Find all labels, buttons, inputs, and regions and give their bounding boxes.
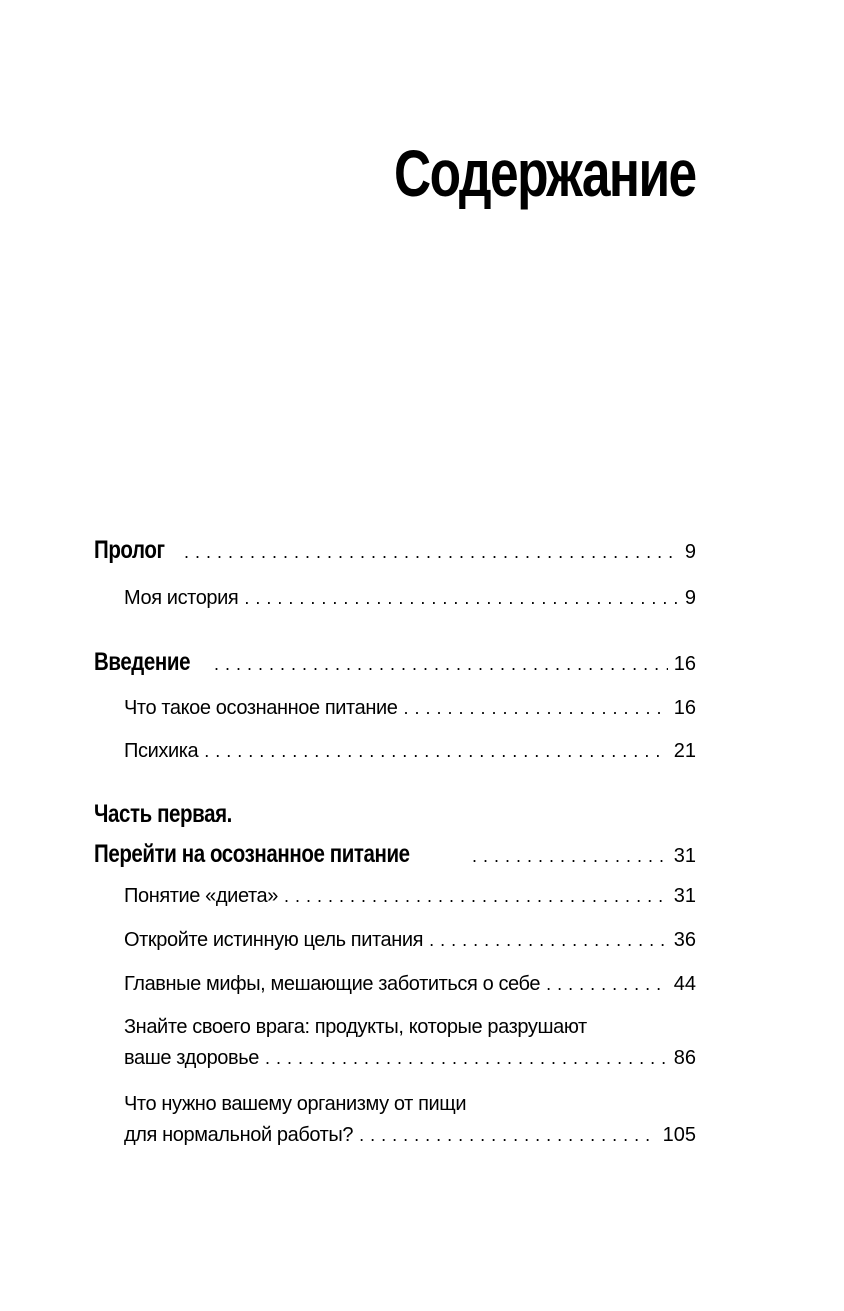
page-number: 31 [673,885,696,907]
toc-subentry: Что нужно вашему организму от пищи [124,1093,467,1115]
page-number: 9 [684,541,696,563]
toc-subentry: Моя история [124,587,239,609]
toc-heading: Введение [94,648,191,676]
toc-entry-intro[interactable] [94,648,696,677]
toc-subentry: Понятие «диета» [124,885,278,907]
toc-entry-enemy[interactable] [124,1047,696,1070]
toc-entry-needs[interactable] [124,1124,696,1147]
dot-leader [265,1048,668,1069]
toc-subentry: Главные мифы, мешающие заботиться о себе [124,973,541,995]
page-number: 86 [673,1047,696,1069]
page-number: 16 [673,653,696,675]
toc-heading: Часть первая. [94,800,232,828]
dot-leader [359,1125,657,1146]
table-of-contents [94,0,696,1311]
dot-leader [184,542,679,563]
toc-entry-enemy-line1[interactable] [124,1016,696,1039]
dot-leader [403,698,667,719]
toc-entry-what-is[interactable] [124,697,696,720]
dot-leader [429,930,668,951]
toc-entry-diet[interactable] [124,885,696,908]
dot-leader [244,588,679,609]
toc-entry-psyche[interactable] [124,740,696,763]
toc-subentry: Психика [124,740,199,762]
toc-heading: Пролог [94,536,165,564]
page-title: Содержание [394,136,696,210]
toc-subentry: для нормальной работы? [124,1124,354,1146]
page-number: 31 [673,845,696,867]
toc-entry-part1[interactable] [94,840,696,869]
page-number: 105 [662,1124,696,1146]
toc-subentry: Знайте своего врага: продукты, которые разрушают [124,1016,587,1038]
toc-entry-prolog[interactable] [94,536,696,565]
toc-subentry: Что такое осознанное питание [124,697,398,719]
page-number: 36 [673,929,696,951]
page-number: 44 [673,973,696,995]
dot-leader [546,974,668,995]
dot-leader [204,741,668,762]
toc-subentry: ваше здоровье [124,1047,259,1069]
dot-leader [284,886,668,907]
page-number: 9 [684,587,696,609]
dot-leader [214,654,668,675]
toc-entry-my-story[interactable] [124,587,696,610]
toc-subentry: Откройте истинную цель питания [124,929,424,951]
toc-entry-myths[interactable] [124,973,696,996]
dot-leader [472,846,668,867]
toc-heading: Перейти на осознанное питание [94,840,410,868]
toc-entry-needs-line1[interactable] [124,1093,696,1116]
page-number: 16 [673,697,696,719]
toc-entry-goal[interactable] [124,929,696,952]
page-number: 21 [673,740,696,762]
toc-entry-part1-line1[interactable] [94,800,696,829]
